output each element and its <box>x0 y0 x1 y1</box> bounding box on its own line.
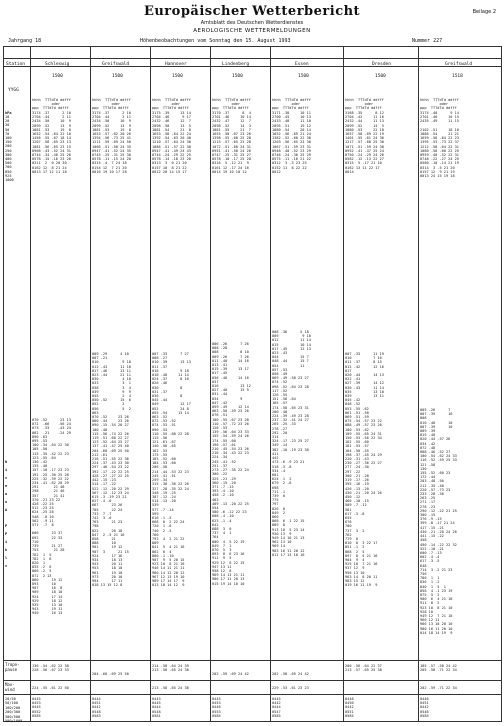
significant-levels-block: 005 -26 7 007 -39 16 008 010 -40 10 007 -39 10 009 -39 015 -40 020 -44 -57 26 034 -42 072 -48 088 -46 -52 27 100 -54 -62 24 33 116 -52 -59 25 33 121 -58 130 155 -52 -60 23 172 -44 203 -48 -56 212 -35 -40 220 -57 -73 23 233 -28 -36 263 -25 271 -17 278 -23 290 -12 -22 21 25 300 -15 376 -9 -15 399 -8 -17 21 24 417 -15 -21 430 -21 -20 24 26 441 -15 -22 458 490 -14 -22 22 32 522 -10 -21 600 -7 -13 602 -4 -4 617 -3 -5 648 714 3 -2 21 23 756 780 1 1 836 1 -2 840 1 5 1 858 4 -1 23 19 875 5 2 900 6 4 21 18 911 8 2 923 10 8 21 10 928 10 949 12 7 21 18 960 12 11 966 13 10 20 10 980 16 11 20 10 014 18 14 19 9 <box>420 408 457 635</box>
layer-thickness-data: 0448 0450 0442 0551 0585 <box>345 697 354 718</box>
column-header: hhhh TTTdTd ddfff oder ppp TTTdTd ddfff <box>272 98 311 111</box>
station-time: 1500 <box>232 74 243 79</box>
station-time: 1518 <box>452 74 463 79</box>
station-data-block: 3175 -39 13 14 2704 -46 9 17 2432 -46 12 7 2098 -50 13 5 1881 -54 21 8 1653 -58 -64 22 24 1392 -54 -63 20 40 1210 -57 -64 24 30 1086 -51 -57 22 30 0947 -41 -49 24 43 0744 -24 -29 22 25 0578 -14 -18 23 20 0313 3 0 21 20 0157 10 8 21 22 0012 20 14 15 17 <box>152 111 191 174</box>
beilage-label: Beilage 2 <box>472 9 496 15</box>
rule-v6 <box>343 46 344 722</box>
rule-v0 <box>3 46 4 722</box>
tropopause-data: 204 -60 -69 25 50 <box>92 672 129 676</box>
page-title: Europäischer Wetterbericht <box>143 4 361 19</box>
station-time: 1500 <box>172 74 183 79</box>
layer-thickness-data: 0444 0451 0442 0548 0583 <box>92 697 101 718</box>
tropopause-data: 185 -57 -58 24 42 205 -58 -71 22 34 <box>420 664 457 673</box>
rule-v8 <box>501 46 502 722</box>
jahrgang-label: Jahrgang 18 <box>8 38 42 44</box>
rule-bottom <box>3 721 501 722</box>
station-data-block: 3171 -38 10 11 2700 -45 10 13 2433 -48 11 10 2095 -51 19 12 1880 -54 20 14 1652 -56 -69 21 24 1382 -52 -60 22 30 1203 -56 -65 23 30 1067 -51 -59 23 31 0948 -40 -52 23 29 0746 -24 -30 25 29 0575 -11 -16 21 22 0312 3 -3 23 25 0152 11 8 22 22 0012 <box>272 111 311 174</box>
layer-thickness-data: 0445 0442 0444 0547 0585 <box>272 697 281 718</box>
rule-v3 <box>150 46 151 722</box>
rule-v1 <box>30 46 31 722</box>
station-name: Schleswig <box>45 62 70 67</box>
layer-labels: 20/50 50/100 100/200 200/300 300/500 500/1000 <box>5 697 23 724</box>
rule-layers <box>3 694 501 695</box>
column-header: hhhh TTTdTd ddfff oder ppp TTTdTd ddfff <box>345 98 384 111</box>
column-header: hhhh TTTdTd ddfff oder ppp TTTdTd ddfff <box>92 98 131 111</box>
column-header: hhhh TTTdTd ddfff oder ppp TTTdTd ddfff <box>212 98 251 111</box>
column-header: hhhh TTTdTd ddfff oder ppp TTTdTd ddfff <box>152 98 191 111</box>
significant-levels-block: 009 -29 4 10 007 -21 010 9 18 012 -43 11 10 017 -46 13 11 023 -44 21 11 030 4 10 033 3 1 038 3 4 039 9 9 045 2 4 050 -52 15 6 052 2 056 5 2 063 070 -52 23 26 080 -44 23 26 090 -15 -54 26 27 100 -48 115 -56 -74 22 26 119 -51 -60 22 27 123 -52 -64 25 27 137 -41 -47 25 40 204 -60 -69 25 50 212 -61 216 -51 -55 22 36 224 -37 -43 23 30 297 -46 -54 23 22 392 -17 -22 22 25 428 -27 -27 22 25 442 -15 -23 514 -17 -22 522 -12 -20 22 29 567 -12 -12 23 24 615 -3 -19 23 21 627 -4 -6 667 23 26 705 22 24 733 7 -7 742 3 -6 763 21 23 798 822 20 18 847 2 -5 21 16 858 21 888 10 901 19 12 907 3 21 15 924 17 16 934 18 13 943 20 11 953 18 10 961 19 10 973 20 10 994 17 11 018 13 15 12 8 <box>92 352 131 588</box>
layer-thickness-data: 0446 0451 0442 0546 0585 <box>420 697 429 718</box>
station-data-block: 3168 -35 8 12 2704 -42 11 16 2432 -44 11 13 2099 -52 14 5 1880 -53 22 18 1657 -58 -69 22 19 1401 -55 -61 24 36 1217 -57 -68 25 30 1071 -51 -59 24 38 0952 -41 -47 25 24 0750 -24 -29 24 26 0582 -12 -13 22 27 0315 5 -17 21 10 0162 13 11 22 17 0014 <box>345 111 384 174</box>
station-name: Lindenberg <box>222 62 250 67</box>
station-data-block: 3170 -37 8 4 2701 -46 10 14 2432 -47 12 7 2098 -52 14 3 1881 -55 21 7 1655 -58 -67 23 26 1398 -55 -60 25 28 1215 -57 -65 23 28 1072 -51 -60 24 31 0951 -41 -50 24 26 0747 -25 -31 25 27 0578 -10 -17 25 28 0316 5 -12 21 9 0161 12 -17 24 16 0014 19 10 10 12 <box>212 111 251 174</box>
layer-thickness-data: 0443 0445 0444 0548 0581 <box>152 697 161 718</box>
side-letters: N i v e a u A P P i k l v <box>5 460 8 568</box>
station-time: 1500 <box>298 74 309 79</box>
significant-levels-block: 006 -26 7 26 008 -28 008 8 10 009 -26 7 26 011 -40 14 16 013 -41 015 -39 13 17 017 -45 036 -46 14 16 037 016 13 12 027 -40 15 9 031 -44 034 9 047 -42 059 -49 12 14 063 -50 -59 23 26 076 -51 100 -55 -67 23 28 110 -57 -72 23 26 126 -53 139 -56 -64 23 33 155 -54 -59 24 26 174 -55 -60 196 -57 -61 210 -45 -54 23 26 216 -34 -43 22 23 224 -34 245 -41 -52 251 -37 273 -27 -35 22 24 300 -22 325 -21 -29 360 -15 -20 371 -7 -15 393 -4 -10 458 -2 -10 483 489 -13 -20 22 25 554 580 -6 -12 22 23 608 -4 -10 623 -1 -4 642 688 3 0 737 4 1 764 800 4 5 22 19 849 7 1 870 5 3 893 8 6 23 16 911 9 5 929 12 6 22 15 947 13 11 958 12 8 969 14 13 21 11 986 17 11 20 13 015 19 14 10 10 <box>212 342 251 586</box>
maxwind-data: 224 -55 -61 22 50 <box>32 686 69 690</box>
rule-v5 <box>270 46 271 722</box>
rule-maxwind <box>3 680 501 681</box>
observation-date: Höhenbeobachtungen vom Sonntag den 15. August 1993 <box>140 38 291 44</box>
maxwind-data: 213 -58 -65 24 38 <box>152 686 189 690</box>
rule-v4 <box>210 46 211 722</box>
significant-levels-block: 008 -36 5 18 009 9 10 012 11 14 015 10 14 017 -45 12 13 023 -43 044 15 7 048 -44 15 7 054 11 057 -53 058 -49 069 -49 -58 23 27 074 -52 098 -52 -64 23 28 117 -52 126 -55 151 -56 -64 165 -57 174 -58 -65 23 31 200 -48 224 -39 -49 23 28 237 -32 -41 24 27 265 -25 -33 278 -27 292 -20 314 324 -17 -23 25 27 349 -14 382 -10 -19 23 30 411 442 473 -6 -9 23 21 518 -3 -8 534 -4 601 624 1 2 679 2 -6 698 711 -1 739 0 775 797 826 0 849 2 860 868 6 1 22 15 889 8 913 10 5 23 14 930 13 9 949 14 10 21 13 962 13 10 969 14 983 16 11 20 12 012 17 13 10 10 <box>272 330 311 557</box>
pressure-levels: 10 20 30 50 70 100 150 200 250 300 400 500 700 850 925 1000 <box>5 115 14 183</box>
subtitle-authority: Amtsblatt des Deutschen Wetterdienstes <box>200 20 304 26</box>
station-name: Essen <box>295 62 309 67</box>
station-name: Greifswald <box>102 62 130 67</box>
yyggi-label: YYGG <box>8 88 19 93</box>
station-data-block: 3174 -37 2 10 2704 -44 2 11 2434 -50 10 9 2099 -52 13 9 1881 -53 19 8 1652 -54 -64 22 10 1456 -55 -67 18 14 1207 -58 -65 23 13 1081 -56 -65 23 15 0966 -43 -52 24 31 0744 -34 -40 25 26 0578 -15 -16 23 20 0311 2 0 20 30 0162 12 8 21 24 0013 17 12 11 18 <box>32 111 71 174</box>
subtitle-section: AEROLOGISCHE WETTERMELDUNGEN <box>193 28 311 34</box>
station-data-block: 3174 -40 9 14 2701 -46 10 15 2435 -49 11 15 2102 -51 18 10 1886 -54 21 21 1659 -56 -64 22 23 1395 -53 -73 22 37 1212 -58 -64 22 31 1080 -50 -60 22 25 0959 -40 -52 22 31 0748 -22 -27 24 25 0580 -10 -14 21 19 0314 3 -5 21 20 0157 12 9 21 19 0013 24 15 19 18 <box>420 111 459 179</box>
column-header: hhhh TTTdTd ddfff oder ppp TTTdTd ddfff <box>420 98 459 111</box>
station-label: Station <box>6 62 25 67</box>
rule-station <box>3 58 501 59</box>
tropopause-data: 136 -54 -62 22 38 228 -56 -67 23 33 <box>32 664 69 673</box>
station-name: Hannover <box>165 62 187 67</box>
tropo-label: Tropo- pause <box>5 662 20 672</box>
significant-levels-block: 070 -52 23 13 072 -66 -56 24 073 -33 -43 24 082 -21 -24 29 090 -63 095 -53 100 -34 -64 22 30 105 -50 115 -35 -42 22 23 123 -55 -64 130 -42 135 -40 157 -10 -17 23 23 192 -25 -30 25 28 225 -32 -39 22 22 234 -41 -62 20 29 291 21 48 298 21 46 357 21 41 370 -21 23 22 428 -22 25 512 -23 25 624 -25 28 548 -8 10 562 -9 11 571 -7 8 606 23 37 692 22 33 710 739 21 27 753 21 28 762 1 5 782 1 6 820 1 835 -2 6 866 -2 5 872 2 13 880 19 12 893 10 907 16 8 909 18 10 924 17 14 929 18 12 935 13 10 943 19 11 949 16 13 <box>32 418 71 616</box>
tropopause-data: 202 -58 -69 24 42 <box>272 672 309 676</box>
hpa-label: hPa <box>5 111 12 115</box>
significant-levels-block: 007 -33 7 27 008 -27 010 -39 13 13 011 -37 016 9 18 018 -40 11 14 024 -37 8 16 026 -46 030 8 031 -37 036 8 045 -44 049 12 17 052 24 8 055 -54 13 14 063 -52 072 -53 -52 074 -53 -51 090 -53 110 -55 -68 22 28 115 -56 121 -61 -67 140 -56 -65 162 -53 175 -55 183 -52 -60 184 -53 -60 206 -58 214 -44 -53 22 23 245 -41 -51 259 -34 315 -30 -36 22 26 327 -28 -35 22 24 348 -19 -25 387 -12 -24 514 -13 -20 539 577 -7 -14 599 616 -1 -5 668 0 2 22 24 720 1 -8 740 2 -5 760 792 4 2 21 22 809 841 5 4 21 16 862 6 4 880 -1 -10 907 9 5 20 15 923 10 8 21 16 946 14 11 21 11 960 14 12 20 12 967 12 13 19 10 989 17 14 17 9 013 18 14 12 9 <box>152 352 191 588</box>
station-time: 1500 <box>52 74 63 79</box>
station-time: 1500 <box>375 74 386 79</box>
maxwind-label: Max- wind <box>5 682 15 692</box>
issue-number: Nummer 227 <box>412 38 443 44</box>
rule-v7 <box>418 46 419 722</box>
station-name: Greifswald <box>445 62 473 67</box>
rule-top <box>3 46 501 47</box>
maxwind-data: 229 -53 -61 23 23 <box>272 686 309 690</box>
significant-levels-block: 007 -33 11 19 010 7 16 011 -37 8 15 012 -42 12 16 017 020 -44 14 13 022 -41 027 -39 14 12 030 -43 11 14 035 13 10 039 13 11 045 -42 048 -52 053 -55 -62 061 -51 -58 069 -51 -59 075 -54 -57 23 22 088 -49 -57 23 26 100 -53 -62 109 -55 -65 24 31 150 -53 -56 22 34 162 -55 -60 181 -53 -57 184 -50 -55 198 -37 -45 24 29 220 -31 -43 230 -27 -36 22 27 277 -24 -30 297 -22 300 -21 -28 319 -17 -26 395 -16 -19 426 -13 -20 430 -21 -20 24 26 450 -12 466 -10 -15 509 -7 -12 581 617 -3 -8 655 676 700 737 3 2 762 779 0 810 0 3 22 17 851 -1 2 868 2 5 897 8 5 21 16 904 9 4 925 10 7 21 16 937 12 9 956 13 10 963 14 8 20 11 983 15 12 019 16 11 19 9 <box>345 352 384 588</box>
rule-tropo <box>3 660 501 661</box>
maxwind-data: 202 -59 -71 22 34 <box>420 686 457 690</box>
station-time: 1500 <box>112 74 123 79</box>
layer-thickness-data: 0445 0453 0445 0552 0585 <box>32 697 41 718</box>
tropopause-data: 200 -56 -64 22 37 213 -57 -65 25 38 <box>345 664 382 673</box>
rule-v2 <box>90 46 91 722</box>
rule-time <box>3 66 501 67</box>
tropopause-data: 214 -58 -64 24 39 213 -58 -65 24 38 <box>152 664 189 673</box>
station-name: Dresden <box>372 62 391 67</box>
tropopause-data: 202 -59 -69 24 42 <box>212 672 249 676</box>
column-header: hhhh TTTdTd ddfff oder ppp TTTdTd ddfff <box>32 98 71 111</box>
layer-thickness-data: 0445 0453 0446 0553 0585 <box>212 697 221 718</box>
station-data-block: 3174 -37 2 10 2704 -44 2 11 2434 -50 10 9 2099 -52 13 9 1881 -53 19 8 1653 -57 -62 20 26 1394 -56 -73 25 41 1211 -59 -69 24 50 1066 -51 -58 24 35 0947 -41 -52 24 35 0745 -25 -31 25 30 0578 -11 -15 24 20 0315 -4 7 24 18 0154 12 7 21 20 0016 19 10 17 28 <box>92 111 131 174</box>
